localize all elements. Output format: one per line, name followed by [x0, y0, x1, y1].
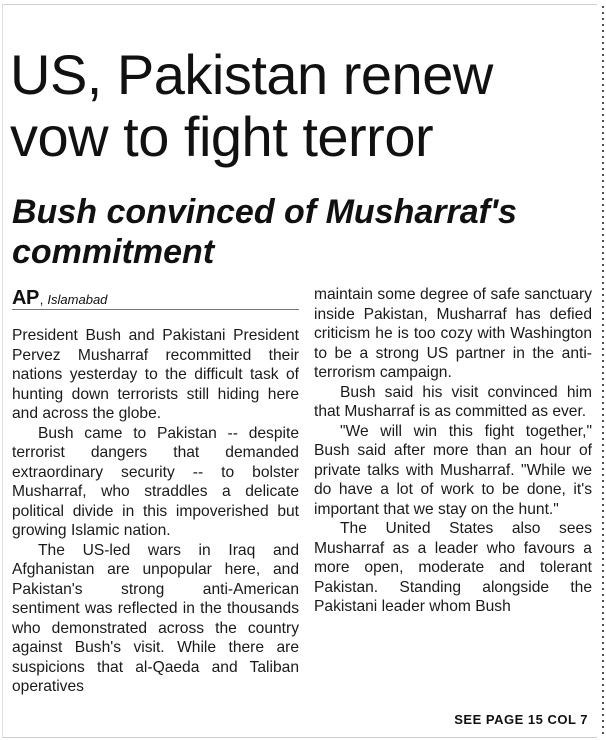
byline: [12, 287, 107, 310]
byline-agency: AP: [12, 287, 39, 309]
paragraph: Bush said his visit convinced him that Musharraf is as committed as ever.: [314, 383, 592, 420]
paragraph: maintain some degree of safe sanctuary inside Pakistan, Musharraf has defied criticism he is too cozy with Washington to be a strong US partner in the anti-terrorism campaign.: [314, 286, 592, 381]
paragraph: The United States also sees Musharraf as a leader who favours a more open, moderate and tolerant Pakistan. Standing alongside the Pakistani leader whom Bush: [314, 520, 592, 615]
continuation-reference[interactable]: SEE PAGE 15 COL 7: [454, 712, 588, 727]
byline-separator: ,: [39, 292, 44, 307]
subheadline: Bush convinced of Musharraf's commitment: [12, 193, 517, 271]
paragraph: The US-led wars in Iraq and Afghanistan are unpopular here, and Pakistan's strong anti-American sentiment was reflected in the thousands who demonstrated across the country against Bush's visit. While there are suspicions that al-Qaeda and Taliban operatives: [12, 541, 299, 695]
byline-location: Islamabad: [47, 292, 108, 307]
paragraph: Bush came to Pakistan -- despite terrorist dangers that demanded extraordinary security -- to bolster Musharraf, who straddles a delicate political divide in this impoverished but growing Islamic nation.: [12, 424, 299, 539]
paragraph: President Bush and Pakistani President Pervez Musharraf recommitted their nations yesterday to the difficult task of hunting down terrorists still hiding here and across the globe.: [12, 327, 299, 422]
paragraph: "We will win this fight together," Bush said after more than an hour of private talks with Musharraf. "While we do have a lot of work to be done, it's important that we stay on the hunt.": [314, 422, 592, 518]
headline: US, Pakistan renew vow to fight terror: [10, 43, 493, 168]
body-column-right: [314, 285, 592, 617]
dotted-column-rule: [602, 4, 604, 736]
byline-rule: [12, 309, 299, 310]
body-column-left: [12, 326, 299, 697]
